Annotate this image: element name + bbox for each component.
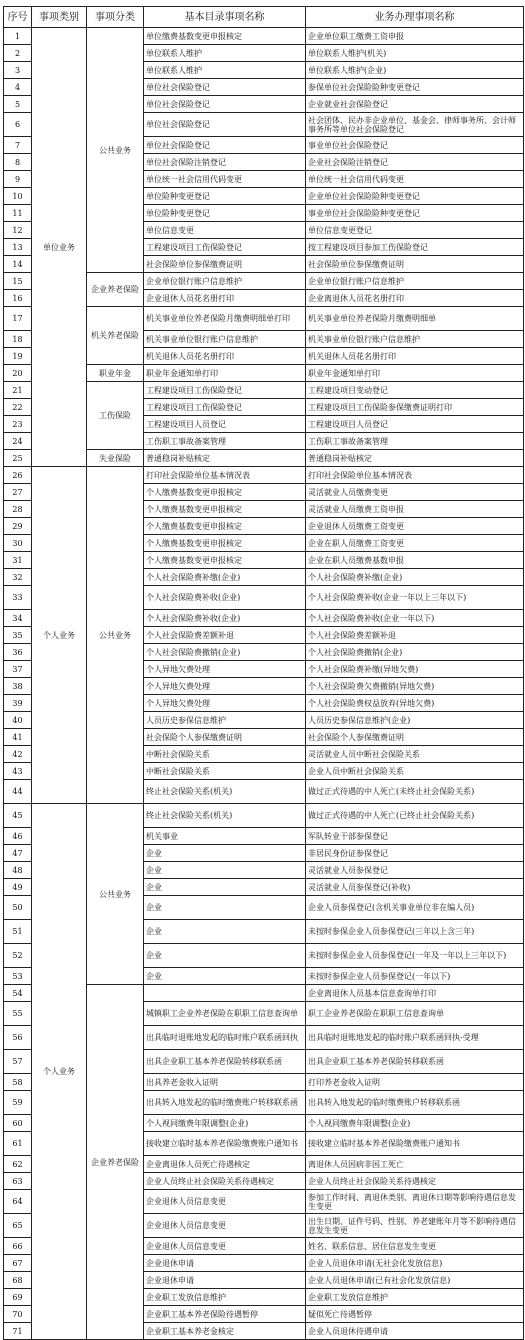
row-number: 38 — [4, 678, 32, 695]
type-cell: 公共业务 — [87, 804, 144, 985]
row-number: 4 — [4, 79, 32, 96]
type-cell: 企业养老保险 — [87, 985, 144, 1340]
row-number: 35 — [4, 627, 32, 644]
business-item-name: 企业人员中断社会保险关系 — [306, 763, 524, 780]
business-item-name: 灵活就业人员参保登记(补收) — [306, 879, 524, 896]
basic-item-name: 个人视同缴费年限调整(企业) — [144, 1115, 306, 1132]
basic-item-name: 企业 — [144, 879, 306, 896]
business-item-name: 企业在职人员缴费工资变更 — [306, 535, 524, 552]
table-row — [4, 804, 524, 828]
basic-item-name: 企业职工发放信息维护 — [144, 1289, 306, 1306]
row-number: 9 — [4, 171, 32, 188]
row-number: 22 — [4, 399, 32, 416]
row-number: 44 — [4, 780, 32, 804]
basic-item-name: 工程建设项目工伤保险登记 — [144, 399, 306, 416]
business-item-name: 未按时参保企业人员参保登记(一年以下) — [306, 968, 524, 985]
business-item-name: 企业社会保险注销登记 — [306, 154, 524, 171]
basic-item-name: 个人社会保险费补收(企业) — [144, 586, 306, 610]
header-no: 序号 — [4, 7, 32, 28]
business-item-name: 事业单位社会保险险种变更登记 — [306, 205, 524, 222]
basic-item-name: 企业退休人员花名册打印 — [144, 290, 306, 307]
basic-item-name: 个人异地欠费处理 — [144, 695, 306, 712]
row-number: 10 — [4, 188, 32, 205]
business-item-name: 个人社会保险费补缴(企业) — [306, 569, 524, 586]
header-basic-item: 基本目录事项名称 — [144, 7, 306, 28]
business-item-name: 接收建立临时基本养老保险缴费账户通知书 — [306, 1132, 524, 1156]
basic-item-name: 单位信息变更 — [144, 222, 306, 239]
basic-item-name: 个人社会保险费补缴(企业) — [144, 569, 306, 586]
row-number: 41 — [4, 729, 32, 746]
business-item-name: 个人社会保险费补收(企业一年以下) — [306, 610, 524, 627]
basic-item-name: 机关事业单位养老保险月缴费明细单打印 — [144, 307, 306, 331]
type-cell: 工伤保险 — [87, 382, 144, 450]
business-item-name: 未按时参保企业人员参保登记(一年及一年以上三年以下) — [306, 944, 524, 968]
row-number: 57 — [4, 1050, 32, 1074]
basic-item-name: 企业 — [144, 920, 306, 944]
row-number: 26 — [4, 467, 32, 484]
row-number: 8 — [4, 154, 32, 171]
type-cell: 企业养老保险 — [87, 273, 144, 307]
basic-item-name: 企业 — [144, 944, 306, 968]
row-number: 50 — [4, 896, 32, 920]
business-item-name: 非居民身份证参保登记 — [306, 845, 524, 862]
business-item-name: 单位联系人维护(机关) — [306, 45, 524, 62]
business-item-name: 事业单位社会保险登记 — [306, 137, 524, 154]
business-item-name: 机关事业单位养老保险月缴费明细单 — [306, 307, 524, 331]
row-number: 23 — [4, 416, 32, 433]
business-item-name: 按工程建设项目参加工伤保险登记 — [306, 239, 524, 256]
business-item-name: 姓名、联系信息、居住信息发生变更 — [306, 1238, 524, 1255]
business-item-name: 做过正式待遇的中人死亡(未终止社会保险关系) — [306, 780, 524, 804]
basic-item-name: 工伤职工事故备案管理 — [144, 433, 306, 450]
basic-item-name: 中断社会保险关系 — [144, 763, 306, 780]
basic-item-name: 企业 — [144, 845, 306, 862]
row-number: 52 — [4, 944, 32, 968]
basic-item-name: 企业退休申请 — [144, 1272, 306, 1289]
row-number: 21 — [4, 382, 32, 399]
basic-item-name: 个人社会保险费补收(企业) — [144, 610, 306, 627]
row-number: 25 — [4, 450, 32, 467]
business-item-name: 灵活就业人员中断社会保险关系 — [306, 746, 524, 763]
basic-item-name: 个人社会保险费撤销(企业) — [144, 644, 306, 661]
business-item-name: 参加工作时间、离退休类别、离退休日期等影响待遇信息发生变更 — [306, 1190, 524, 1214]
row-number: 63 — [4, 1173, 32, 1190]
basic-item-name: 个人缴费基数变更申报核定 — [144, 535, 306, 552]
row-number: 20 — [4, 365, 32, 382]
business-item-name: 企业职工发放信息维护 — [306, 1289, 524, 1306]
basic-item-name: 单位社会保险登记 — [144, 79, 306, 96]
basic-item-name: 机关事业 — [144, 828, 306, 845]
row-number: 37 — [4, 661, 32, 678]
basic-item-name: 个人缴费基数变更申报核定 — [144, 552, 306, 569]
basic-item-name: 终止社会保险关系(机关) — [144, 780, 306, 804]
basic-item-name: 出具临时退账地发起的临时账户联系函回执 — [144, 1026, 306, 1050]
basic-item-name: 企业离退休人员死亡待遇核定 — [144, 1156, 306, 1173]
header-business-item: 业务办理事项名称 — [306, 7, 524, 28]
row-number: 31 — [4, 552, 32, 569]
business-item-name: 个人社会保险费欠费撤销(异地欠费) — [306, 678, 524, 695]
basic-item-name: 普通稳岗补贴核定 — [144, 450, 306, 467]
basic-item-name: 个人缴费基数变更申报核定 — [144, 501, 306, 518]
basic-item-name: 企业 — [144, 862, 306, 879]
row-number: 60 — [4, 1115, 32, 1132]
basic-item-name: 职业年金通知单打印 — [144, 365, 306, 382]
row-number: 56 — [4, 1026, 32, 1050]
row-number: 61 — [4, 1132, 32, 1156]
type-cell: 公共业务 — [87, 28, 144, 273]
row-number: 47 — [4, 845, 32, 862]
business-item-name: 工程建设项目工伤保险参保缴费证明打印 — [306, 399, 524, 416]
basic-item-name: 单位联系人维护 — [144, 45, 306, 62]
business-item-name: 个人社会保险费权益放弃(异地欠费) — [306, 695, 524, 712]
type-cell: 失业保险 — [87, 450, 144, 467]
row-number: 59 — [4, 1091, 32, 1115]
basic-item-name: 个人异地欠费处理 — [144, 661, 306, 678]
basic-item-name: 个人缴费基数变更申报核定 — [144, 518, 306, 535]
business-item-name: 企业离退休人员花名册打印 — [306, 290, 524, 307]
business-item-name: 企业人员退休申请(已有社会化发放信息) — [306, 1272, 524, 1289]
row-number: 51 — [4, 920, 32, 944]
row-number: 13 — [4, 239, 32, 256]
row-number: 6 — [4, 113, 32, 137]
business-item-name: 企业就业社会保险登记 — [306, 96, 524, 113]
business-item-name: 企业离退休人员基本信息查询单打印 — [306, 985, 524, 1002]
business-item-name: 个人社会保险费差额补退 — [306, 627, 524, 644]
row-number: 70 — [4, 1306, 32, 1323]
basic-item-name: 接收建立临时基本养老保险缴费账户通知书 — [144, 1132, 306, 1156]
basic-item-name: 单位社会保险登记 — [144, 137, 306, 154]
row-number: 19 — [4, 348, 32, 365]
basic-item-name: 个人缴费基数变更申报核定 — [144, 484, 306, 501]
business-item-name: 个人社会保险费补收(企业一年以上三年以下) — [306, 586, 524, 610]
business-item-name: 工程建设项目变动登记 — [306, 382, 524, 399]
row-number: 68 — [4, 1272, 32, 1289]
row-number: 14 — [4, 256, 32, 273]
business-item-name: 企业人员退休待遇申请 — [306, 1323, 524, 1340]
category-cell: 单位业务 — [32, 28, 87, 467]
type-cell: 机关养老保险 — [87, 307, 144, 365]
row-number: 71 — [4, 1323, 32, 1340]
row-number: 17 — [4, 307, 32, 331]
category-cell: 个人业务 — [32, 467, 87, 804]
basic-item-name: 单位社会保险注销登记 — [144, 154, 306, 171]
row-number: 1 — [4, 28, 32, 45]
business-item-name: 企业在职人员缴费基数申报 — [306, 552, 524, 569]
row-number: 55 — [4, 1002, 32, 1026]
business-item-name: 个人社会保险费补缴(异地欠费) — [306, 661, 524, 678]
row-number: 54 — [4, 985, 32, 1002]
row-number: 7 — [4, 137, 32, 154]
row-number: 67 — [4, 1255, 32, 1272]
business-item-name: 出具企业职工基本养老保险转移联系函 — [306, 1050, 524, 1074]
business-item-name: 个人社会保险费撤销(企业) — [306, 644, 524, 661]
basic-item-name: 企业退休人员信息变更 — [144, 1214, 306, 1238]
business-item-name: 打印养老金收入证明 — [306, 1074, 524, 1091]
business-item-name: 做过正式待遇的中人死亡(已终止社会保险关系) — [306, 804, 524, 828]
business-item-name: 企业人员参保登记(含机关事业单位非在编人员) — [306, 896, 524, 920]
table-row — [4, 467, 524, 484]
basic-item-name: 单位统一社会信用代码变更 — [144, 171, 306, 188]
row-number: 48 — [4, 862, 32, 879]
basic-item-name: 出具养老金收入证明 — [144, 1074, 306, 1091]
table-body — [4, 28, 524, 1340]
basic-item-name: 企业 — [144, 896, 306, 920]
basic-item-name: 城镇职工企业养老保险在职职工信息查询单 — [144, 1002, 306, 1026]
basic-item-name: 工程建设项目工伤保险登记 — [144, 382, 306, 399]
basic-item-name: 机关事业单位银行账户信息维护 — [144, 331, 306, 348]
row-number: 40 — [4, 712, 32, 729]
row-number: 64 — [4, 1190, 32, 1214]
business-item-name: 机关退休人员花名册打印 — [306, 348, 524, 365]
row-number: 18 — [4, 331, 32, 348]
row-number: 15 — [4, 273, 32, 290]
basic-item-name: 单位社会保险登记 — [144, 96, 306, 113]
row-number: 43 — [4, 763, 32, 780]
business-item-name: 企业单位社会保险险种变更登记 — [306, 188, 524, 205]
business-item-name: 出具临时退账地发起的临时账户联系函回执-受理 — [306, 1026, 524, 1050]
business-item-name: 企业人员终止社会保险关系待遇核定 — [306, 1173, 524, 1190]
basic-item-name: 单位险种变更登记 — [144, 205, 306, 222]
basic-item-name: 机关退休人员花名册打印 — [144, 348, 306, 365]
basic-item-name: 企业职工基本养老金核定 — [144, 1323, 306, 1340]
basic-item-name: 打印社会保险单位基本情况表 — [144, 467, 306, 484]
row-number: 65 — [4, 1214, 32, 1238]
row-number: 2 — [4, 45, 32, 62]
basic-item-name: 单位缴费基数变更申报核定 — [144, 28, 306, 45]
basic-item-name: 出具企业职工基本养老保险转移联系函 — [144, 1050, 306, 1074]
business-item-name: 企业人员退休申请(无社会化发放信息) — [306, 1255, 524, 1272]
header-category: 事项类别 — [32, 7, 87, 28]
basic-item-name: 单位险种变更登记 — [144, 188, 306, 205]
row-number: 32 — [4, 569, 32, 586]
business-item-name: 离退休人员因病非因工死亡 — [306, 1156, 524, 1173]
basic-item-name: 工程建设项目工伤保险登记 — [144, 239, 306, 256]
business-item-name: 社会团体、民办非企业单位、基金会、律师事务所、会计师事务所等单位社会保险登记 — [306, 113, 524, 137]
business-item-name: 灵活就业人员参保登记 — [306, 862, 524, 879]
row-number: 62 — [4, 1156, 32, 1173]
row-number: 33 — [4, 586, 32, 610]
business-item-name: 工程建设项目人员登记 — [306, 416, 524, 433]
business-item-name: 普通稳岗补贴核定 — [306, 450, 524, 467]
business-item-name: 出具转入地发起的临时缴费账户转移联系函 — [306, 1091, 524, 1115]
row-number: 69 — [4, 1289, 32, 1306]
row-number: 11 — [4, 205, 32, 222]
business-item-name: 机关事业单位银行账户信息维护 — [306, 331, 524, 348]
row-number: 29 — [4, 518, 32, 535]
row-number: 58 — [4, 1074, 32, 1091]
business-item-name: 社会保险单位参保缴费证明 — [306, 256, 524, 273]
basic-item-name: 社会保险个人参保缴费证明 — [144, 729, 306, 746]
business-item-name: 企业退休人员缴费工资变更 — [306, 518, 524, 535]
category-cell: 个人业务 — [32, 804, 87, 1340]
business-item-name: 灵活就业人员缴费变更 — [306, 484, 524, 501]
basic-item-name: 个人异地欠费处理 — [144, 678, 306, 695]
row-number: 24 — [4, 433, 32, 450]
type-cell: 公共业务 — [87, 467, 144, 804]
business-item-name: 社会保险个人参保缴费证明 — [306, 729, 524, 746]
basic-item-name: 出具转入地发起的临时缴费账户转移联系函 — [144, 1091, 306, 1115]
business-item-name: 未按时参保企业人员参保登记(三年以上含三年) — [306, 920, 524, 944]
business-item-name: 疑似死亡待遇暂停 — [306, 1306, 524, 1323]
row-number: 42 — [4, 746, 32, 763]
basic-item-name: 企业退休人员信息变更 — [144, 1190, 306, 1214]
type-cell: 职业年金 — [87, 365, 144, 382]
header-type: 事项分类 — [87, 7, 144, 28]
business-item-name: 参保单位社会保险险种变更登记 — [306, 79, 524, 96]
row-number: 39 — [4, 695, 32, 712]
basic-item-name: 企业职工基本养老保险待遇暂停 — [144, 1306, 306, 1323]
basic-item-name: 企业人员终止社会保险关系待遇核定 — [144, 1173, 306, 1190]
business-item-name: 企业单位职工缴费工资申报 — [306, 28, 524, 45]
row-number: 34 — [4, 610, 32, 627]
basic-item-name: 社会保险单位参保缴费证明 — [144, 256, 306, 273]
business-item-name: 职业年金通知单打印 — [306, 365, 524, 382]
row-number: 36 — [4, 644, 32, 661]
basic-item-name: 工程建设项目人员登记 — [144, 416, 306, 433]
service-items-table — [3, 6, 524, 1340]
business-item-name: 打印社会保险单位基本情况表 — [306, 467, 524, 484]
row-number: 53 — [4, 968, 32, 985]
row-number: 28 — [4, 501, 32, 518]
business-item-name: 军队转业干部参保登记 — [306, 828, 524, 845]
basic-item-name: 终止社会保险关系(机关) — [144, 804, 306, 828]
basic-item-name: 企业退休人员信息变更 — [144, 1238, 306, 1255]
row-number: 46 — [4, 828, 32, 845]
row-number: 16 — [4, 290, 32, 307]
basic-item-name — [144, 985, 306, 1002]
row-number: 12 — [4, 222, 32, 239]
basic-item-name: 单位联系人维护 — [144, 62, 306, 79]
row-number: 30 — [4, 535, 32, 552]
row-number: 49 — [4, 879, 32, 896]
basic-item-name: 单位社会保险登记 — [144, 113, 306, 137]
basic-item-name: 企业 — [144, 968, 306, 985]
business-item-name: 工伤职工事故备案管理 — [306, 433, 524, 450]
basic-item-name: 企业单位银行账户信息维护 — [144, 273, 306, 290]
row-number: 27 — [4, 484, 32, 501]
table-header — [4, 7, 524, 28]
row-number: 5 — [4, 96, 32, 113]
row-number: 45 — [4, 804, 32, 828]
row-number: 3 — [4, 62, 32, 79]
business-item-name: 企业单位银行账户信息维护 — [306, 273, 524, 290]
basic-item-name: 中断社会保险关系 — [144, 746, 306, 763]
header-row — [4, 7, 524, 28]
business-item-name: 单位统一社会信用代码变更 — [306, 171, 524, 188]
business-item-name: 单位联系人维护(企业) — [306, 62, 524, 79]
business-item-name: 人员历史参保信息维护(企业) — [306, 712, 524, 729]
business-item-name: 出生日期、证件号码、性别、养老建账年月等不影响待遇信息发生变更 — [306, 1214, 524, 1238]
business-item-name: 职工企业养老保险在职职工信息查询单 — [306, 1002, 524, 1026]
basic-item-name: 人员历史参保信息维护 — [144, 712, 306, 729]
business-item-name: 个人视同缴费年限调整(企业) — [306, 1115, 524, 1132]
row-number: 66 — [4, 1238, 32, 1255]
basic-item-name: 个人社会保险费差额补退 — [144, 627, 306, 644]
table-row — [4, 28, 524, 45]
basic-item-name: 企业退休申请 — [144, 1255, 306, 1272]
business-item-name: 灵活就业人员缴费工资申报 — [306, 501, 524, 518]
business-item-name: 单位信息变更登记 — [306, 222, 524, 239]
